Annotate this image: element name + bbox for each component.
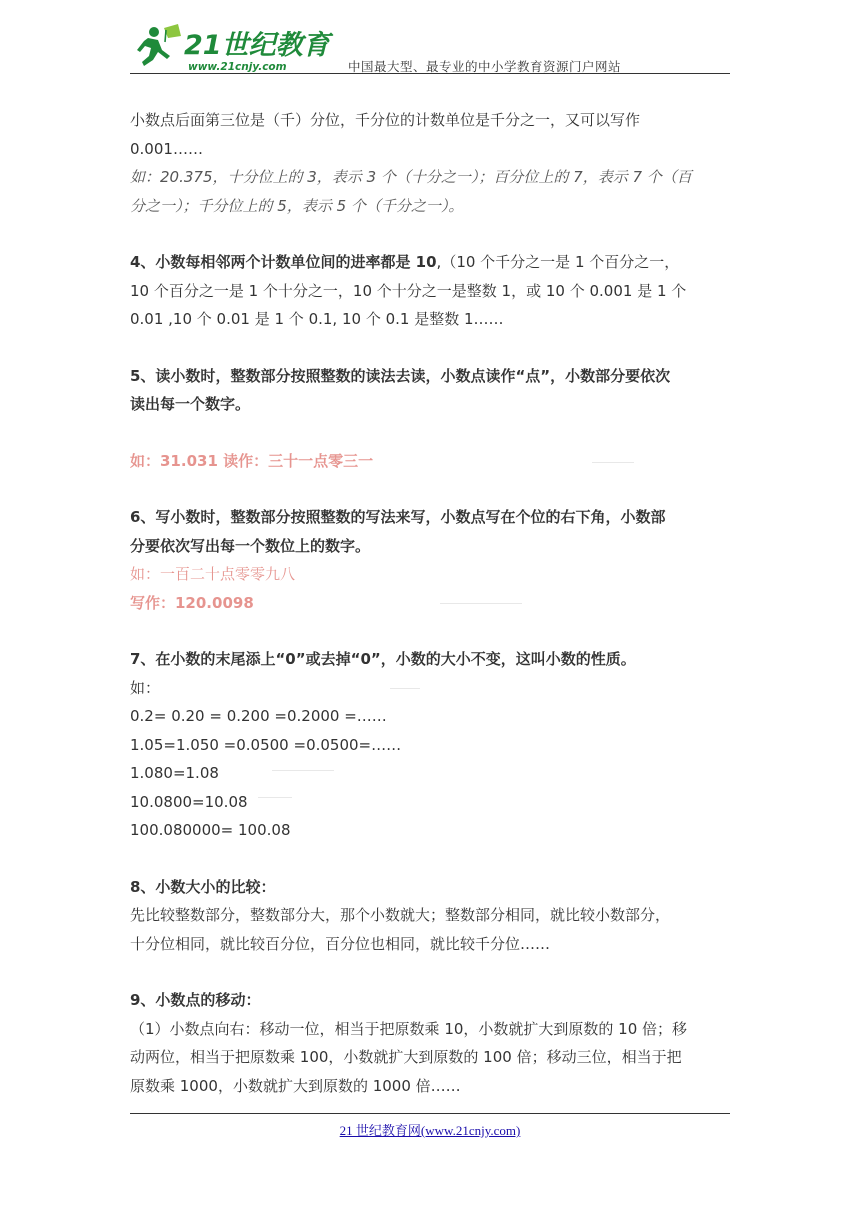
equation-line: 1.080=1.08 xyxy=(130,764,219,782)
section-4-line xyxy=(130,248,730,277)
faint-mark xyxy=(390,688,420,689)
logo-url: www.21cnjy.com xyxy=(188,61,287,73)
header-divider xyxy=(130,73,730,74)
section-5-heading: 5、读小数时，整数部分按照整数的读法去读，小数点读作“点”，小数部分要依次 xyxy=(130,366,671,385)
section-4-line: 10 个百分之一是 1 个十分之一，10 个十分之一是整数 1，或 10 个 0.001 是 1 个 xyxy=(130,281,687,300)
site-logo[interactable] xyxy=(134,22,334,74)
page-header xyxy=(130,18,730,74)
section-9-line: 原数乘 1000，小数就扩大到原数的 1000 倍…… xyxy=(130,1076,461,1095)
section-4-heading: 4、小数每相邻两个计数单位间的进率都是 10 xyxy=(130,253,437,271)
section-5-example: 如：31.031 读作：三十一点零三一 xyxy=(130,451,374,470)
equation-line: 0.2= 0.20 = 0.200 =0.2000 =…… xyxy=(130,707,387,725)
example-line: 分之一）；千分位上的 5，表示 5 个（千分之一）。 xyxy=(130,196,464,215)
document-body xyxy=(130,106,730,1100)
footer-divider xyxy=(130,1113,730,1114)
section-9-line: 动两位，相当于把原数乘 100，小数就扩大到原数的 100 倍；移动三位，相当于把 xyxy=(130,1048,682,1066)
paragraph-line: 小数点后面第三位是（千）分位，千分位的计数单位是千分之一，又可以写作 xyxy=(130,111,641,129)
site-tagline: 中国最大型、最专业的中小学教育资源门户网站 xyxy=(348,59,622,74)
section-8-line: 先比较整数部分，整数部分大，那个小数就大；整数部分相同，就比较小数部分， xyxy=(130,906,671,924)
faint-mark xyxy=(592,462,634,463)
section-7-heading: 7、在小数的末尾添上“0”或去掉“0”，小数的大小不变，这叫小数的性质。 xyxy=(130,650,636,668)
section-4-text: ,（10 个千分之一是 1 个百分之一， xyxy=(436,253,680,271)
faint-mark xyxy=(258,797,292,798)
faint-mark xyxy=(440,603,522,604)
faint-mark xyxy=(272,770,334,771)
section-6-example: 写作：120.0098 xyxy=(130,593,254,612)
section-6-example: 如：一百二十点零零九八 xyxy=(130,565,296,583)
paragraph-line: 0.001…… xyxy=(130,139,203,158)
section-6-heading: 6、写小数时，整数部分按照整数的写法来写，小数点写在个位的右下角，小数部 xyxy=(130,508,666,526)
equation-line: 100.080000= 100.08 xyxy=(130,821,291,839)
section-9-line: （1）小数点向右：移动一位，相当于把原数乘 10，小数就扩大到原数的 10 倍；移 xyxy=(130,1019,688,1038)
section-8-heading: 8、小数大小的比较： xyxy=(130,877,276,896)
section-5-heading: 读出每一个数字。 xyxy=(130,395,251,413)
runner-icon xyxy=(137,24,181,66)
section-9-heading: 9、小数点的移动： xyxy=(130,991,261,1009)
section-8-line: 十分位相同，就比较百分位，百分位也相同，就比较千分位…… xyxy=(130,934,551,953)
equation-line: 10.0800=10.08 xyxy=(130,792,248,811)
equation-line: 1.05=1.050 =0.0500 =0.0500=…… xyxy=(130,735,402,754)
section-7-line: 如： xyxy=(130,678,161,697)
section-6-heading: 分要依次写出每一个数位上的数字。 xyxy=(130,536,371,555)
example-line: 如：20.375，十分位上的 3，表示 3 个（十分之一）；百分位上的 7，表示 7 个（百 xyxy=(130,168,692,186)
section-4-line: 0.01 ,10 个 0.01 是 1 个 0.1, 10 个 0.1 是整数 1…… xyxy=(130,310,504,328)
logo-title: 21世纪教育 xyxy=(184,30,330,61)
footer-link[interactable]: 21 世纪教育网(www.21cnjy.com) xyxy=(339,1123,521,1138)
